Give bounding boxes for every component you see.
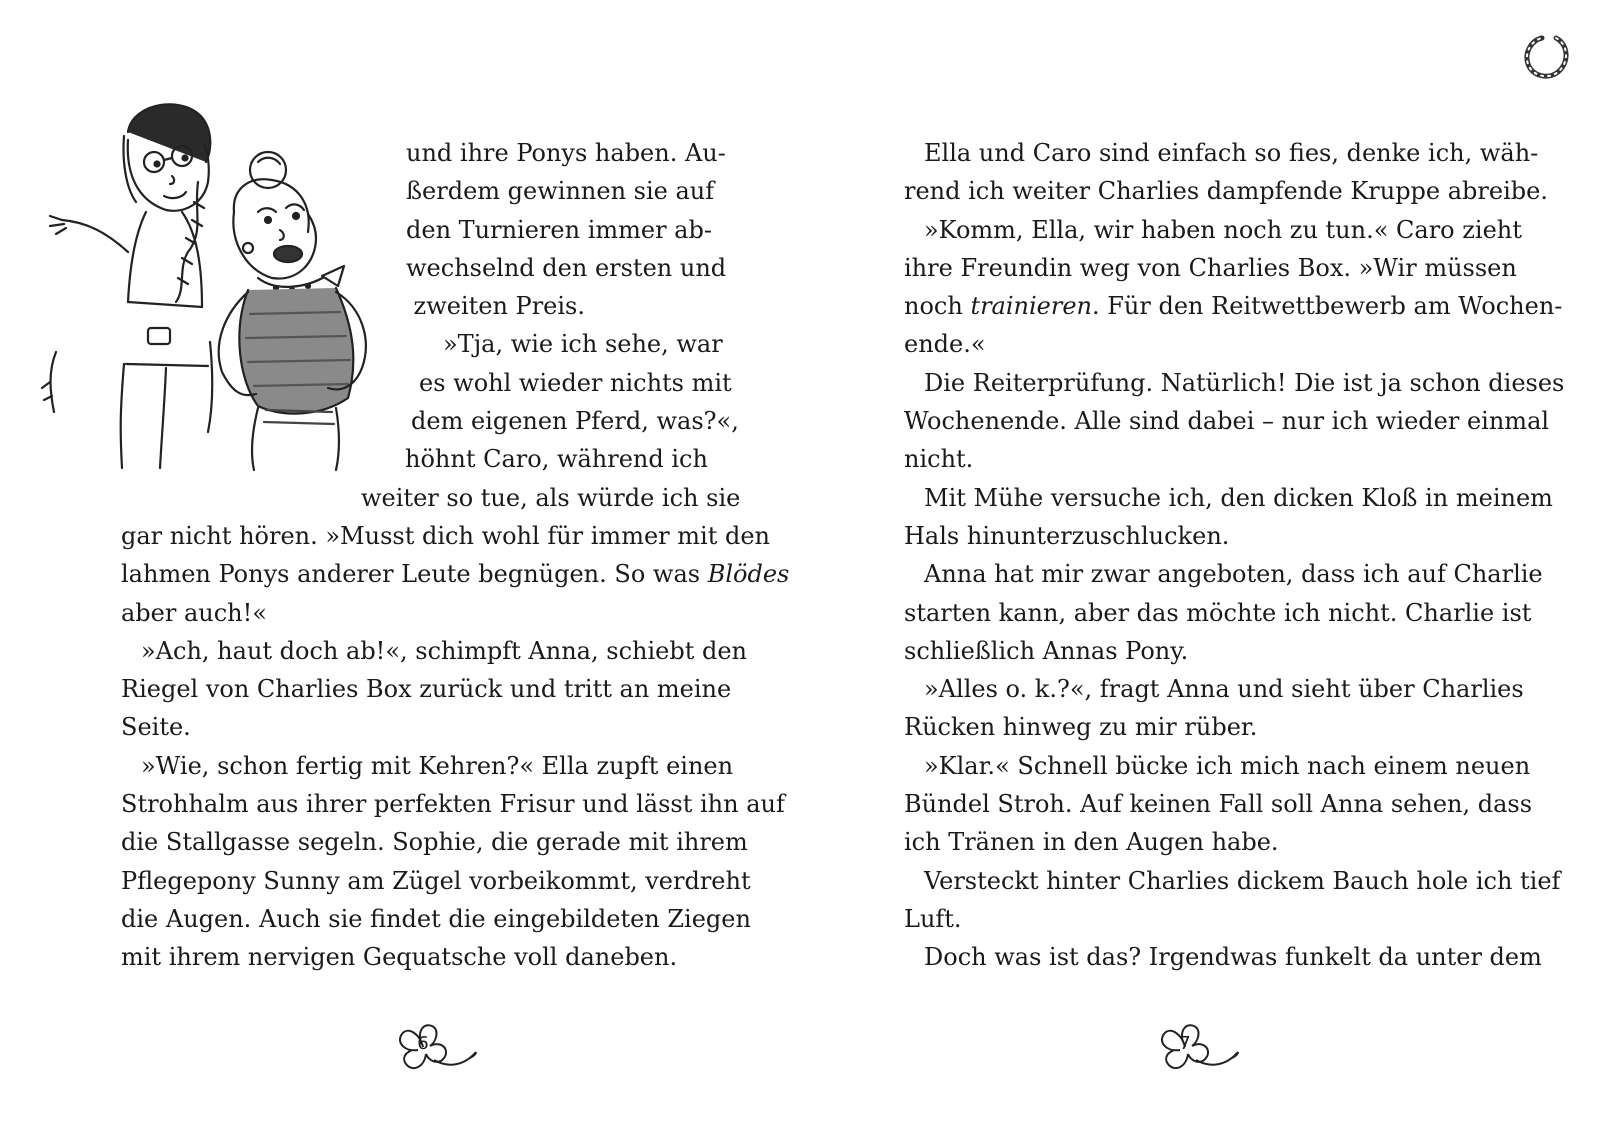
text-line: gar nicht hören. »Musst dich wohl für immer mit den — [121, 521, 770, 550]
text-line: schließlich Annas Pony. — [904, 636, 1189, 665]
text-line: Doch was ist das? Irgendwas funkelt da unter dem — [924, 943, 1542, 972]
text-line: und ihre Ponys haben. Au- — [406, 139, 726, 167]
text-line: »Klar.« Schnell bücke ich mich nach einem neuen — [924, 751, 1531, 780]
text-line: Die Reiterprüfung. Natürlich! Die ist ja schon dieses — [924, 368, 1565, 397]
text-line: Bündel Stroh. Auf keinen Fall soll Anna sehen, dass — [904, 790, 1533, 819]
text-segment: lahmen Ponys anderer Leute begnügen. So was — [121, 560, 708, 589]
text-line: Mit Mühe versuche ich, den dicken Kloß in meinem — [924, 483, 1553, 512]
text-line: zweiten Preis. — [413, 292, 585, 321]
text-line: Versteckt hinter Charlies dickem Bauch hole ich tief — [924, 866, 1561, 895]
text-line: ende.« — [904, 330, 986, 359]
text-segment: . Für den Reitwettbewerb am Wochen- — [1092, 292, 1563, 321]
text-line: ihre Freundin weg von Charlies Box. »Wir müssen — [904, 253, 1517, 282]
text-line: Anna hat mir zwar angeboten, dass ich auf Charlie — [924, 560, 1543, 589]
text-line: ßerdem gewinnen sie auf — [406, 177, 715, 206]
text-line: »Wie, schon fertig mit Kehren?« Ella zupft einen — [141, 751, 734, 780]
page-number: 7 — [1179, 1033, 1191, 1054]
page-number-left — [378, 1012, 488, 1082]
text-line: starten kann, aber das möchte ich nicht. Charlie ist — [904, 598, 1532, 627]
text-line: Riegel von Charlies Box zurück und tritt an meine — [121, 675, 732, 704]
horseshoe-icon — [1522, 30, 1572, 80]
text-line: den Turnieren immer ab- — [406, 215, 712, 244]
text-line: »Ach, haut doch ab!«, schimpft Anna, schiebt den — [141, 636, 747, 665]
text-line: höhnt Caro, während ich — [405, 445, 708, 474]
italic-word: Blödes — [707, 560, 790, 589]
text-line: »Tja, wie ich sehe, war — [443, 330, 723, 359]
text-line: wechselnd den ersten und — [406, 253, 727, 282]
text-line: »Alles o. k.?«, fragt Anna und sieht über Charlies — [924, 675, 1524, 704]
text-line: aber auch!« — [121, 598, 267, 627]
text-line: weiter so tue, als würde ich sie — [361, 483, 741, 512]
text-line: Strohhalm aus ihrer perfekten Frisur und lässt ihn auf — [121, 790, 785, 819]
text-line: Ella und Caro sind einfach so fies, denke ich, wäh- — [924, 139, 1539, 167]
text-line: es wohl wieder nichts mit — [419, 368, 732, 397]
text-line: dem eigenen Pferd, was?«, — [411, 407, 739, 436]
text-segment: noch — [904, 292, 971, 321]
left-page-text — [121, 134, 790, 977]
text-line: Seite. — [121, 713, 191, 742]
text-line: mit ihrem nervigen Gequatsche voll daneben. — [121, 943, 678, 972]
text-line: Hals hinunterzuschlucken. — [904, 521, 1230, 550]
text-line: »Komm, Ella, wir haben noch zu tun.« Caro zieht — [924, 215, 1522, 244]
text-line: nicht. — [904, 445, 974, 474]
text-line — [121, 555, 790, 593]
text-line: ich Tränen in den Augen habe. — [904, 828, 1279, 857]
right-page-text — [904, 134, 1565, 977]
text-line — [904, 287, 1563, 325]
page-number-right — [1140, 1012, 1250, 1082]
page-number: 6 — [417, 1033, 429, 1054]
text-line: Pflegepony Sunny am Zügel vorbeikommt, verdreht — [121, 866, 751, 895]
text-line: die Augen. Auch sie findet die eingebildeten Ziegen — [121, 904, 751, 933]
italic-word: trainieren — [970, 292, 1093, 321]
text-line: Luft. — [904, 904, 962, 933]
text-line: rend ich weiter Charlies dampfende Kruppe abreibe. — [904, 177, 1548, 206]
text-line: die Stallgasse segeln. Sophie, die gerade mit ihrem — [121, 828, 748, 857]
text-line: Rücken hinweg zu mir rüber. — [904, 713, 1258, 742]
text-line: Wochenende. Alle sind dabei – nur ich wieder einmal — [904, 407, 1550, 436]
